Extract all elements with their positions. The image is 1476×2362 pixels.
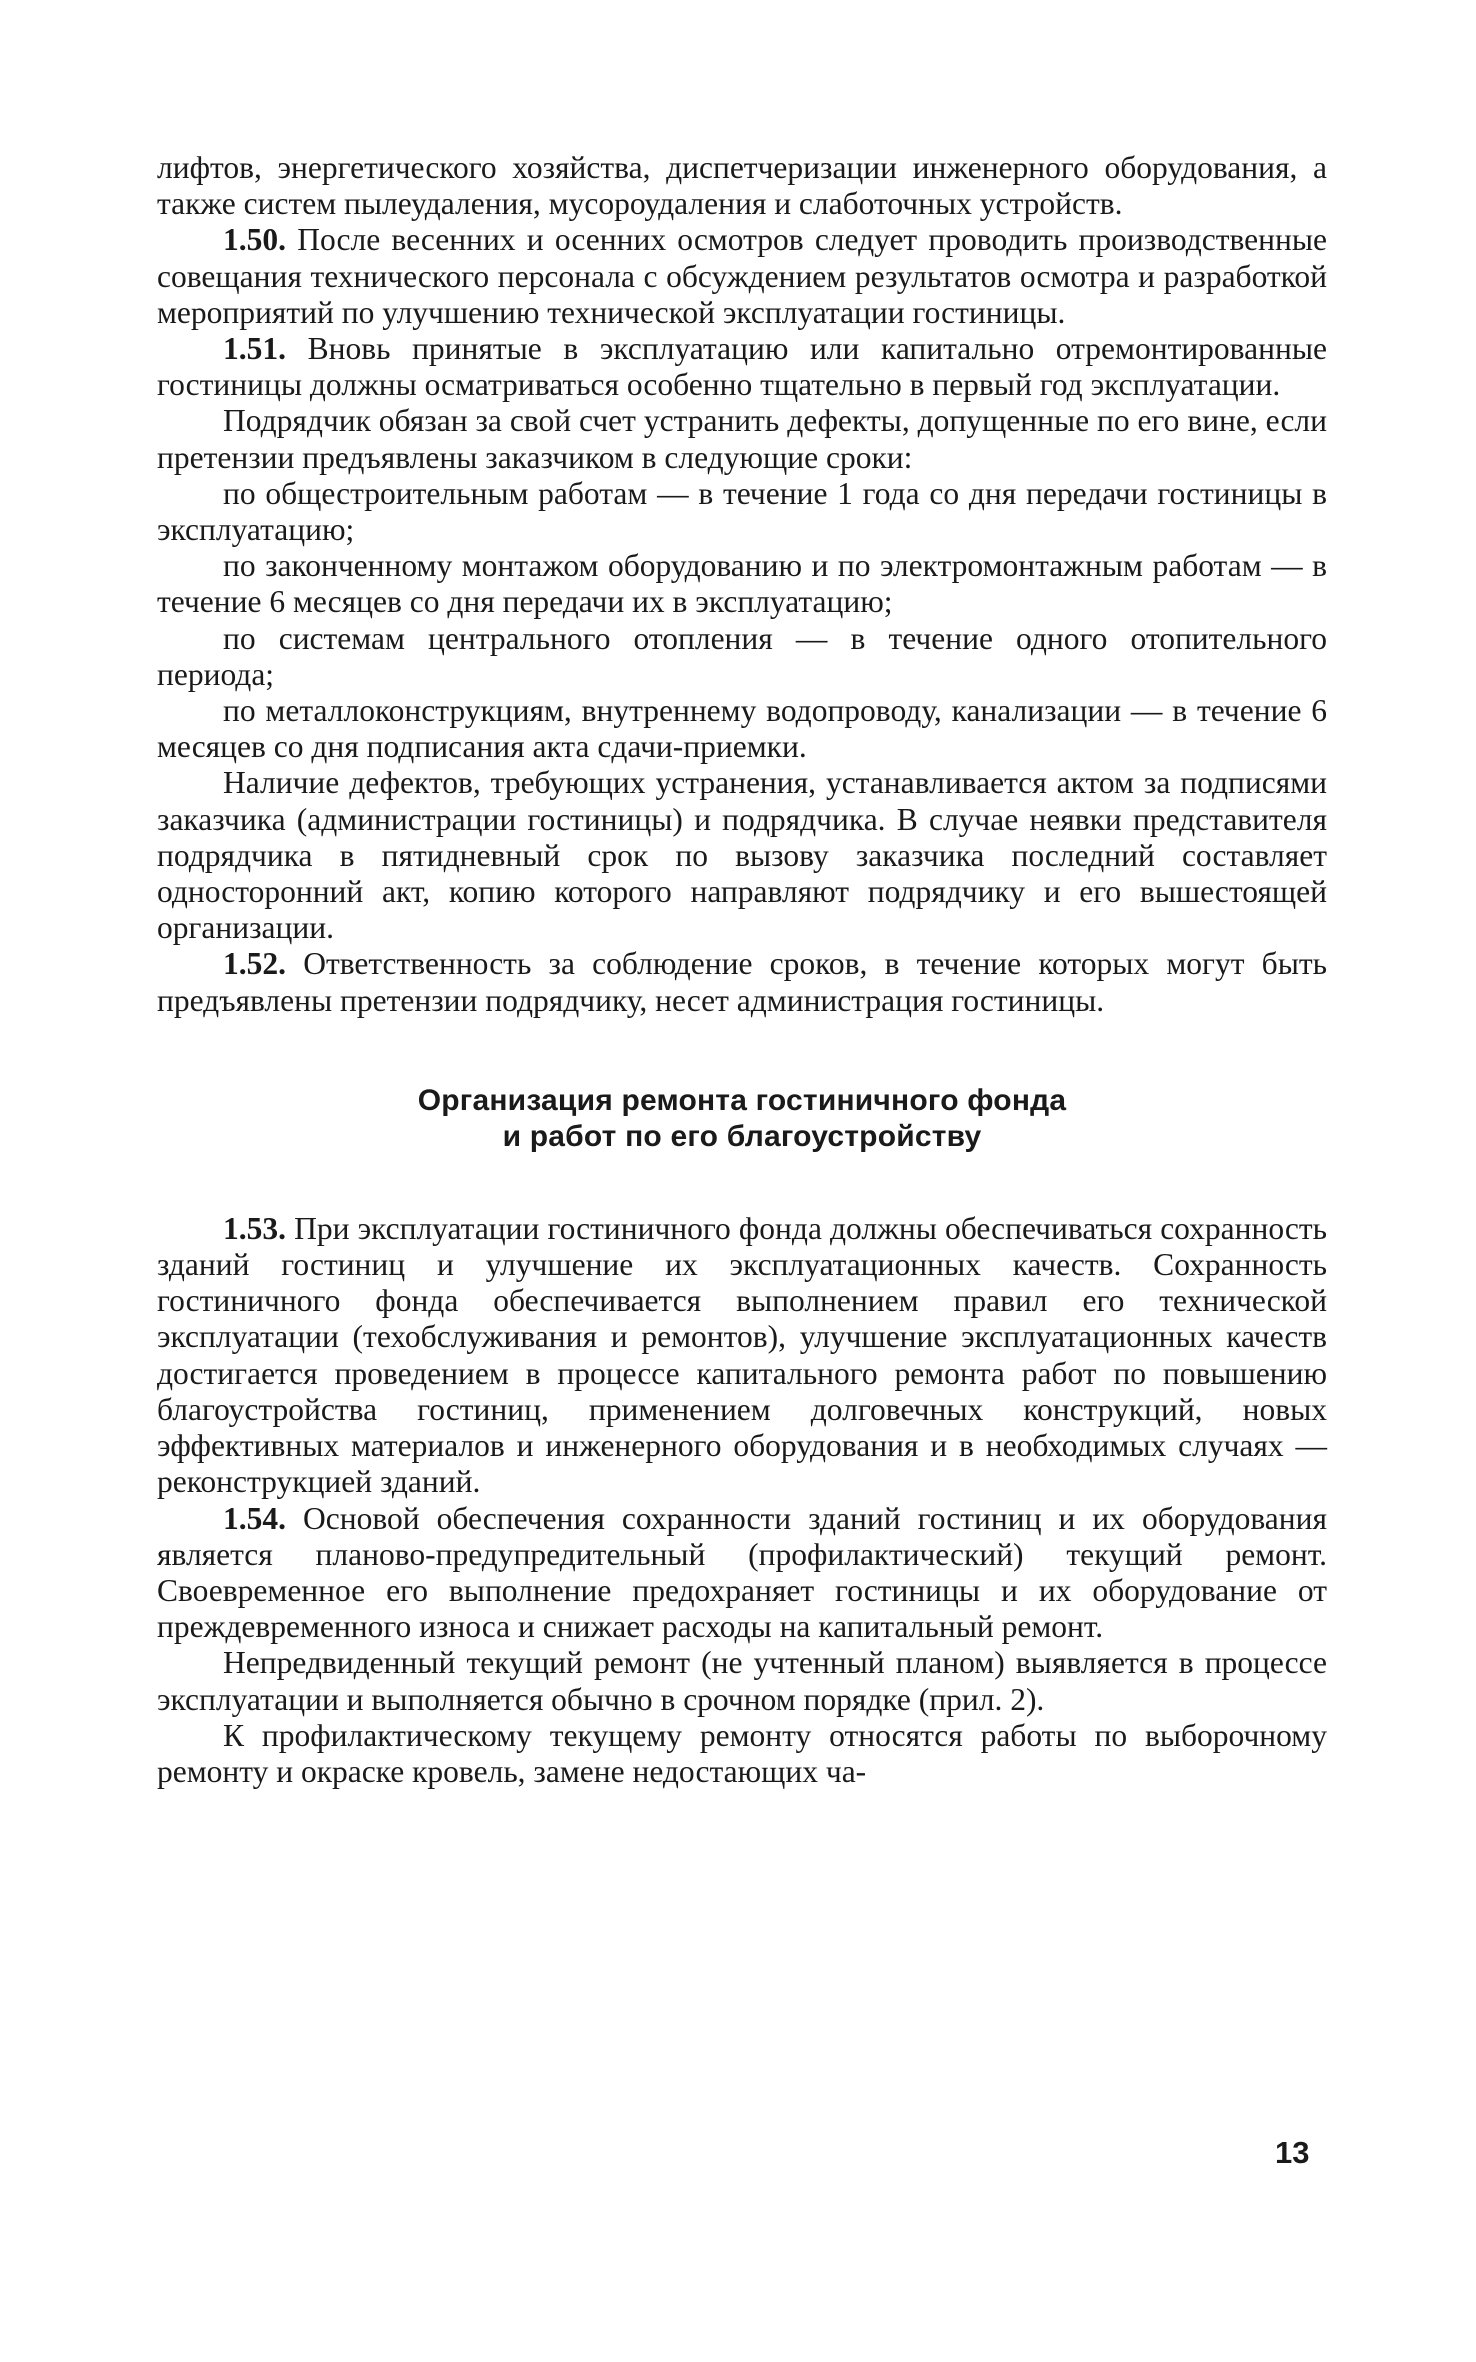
clause-number: 1.50. [223, 222, 286, 258]
paragraph-1-50: 1.50. После весенних и осенних осмотров следует проводить производственные совещания технического персонала с обсуждением результатов осмотра и разработкой мероприятий по улучшению технической эксплуатации гостиницы. [157, 222, 1327, 330]
document-page [157, 150, 1327, 1790]
section-heading-line-2: и работ по его благоустройству [502, 1119, 982, 1153]
paragraph-1-53: 1.53. При эксплуатации гостиничного фонда должны обеспечиваться сохранность зданий гостиниц и улучшение их эксплуатационных качеств. Сохранность гостиничного фонда обеспечивается выполнением правил его технической эксплуатации (техобслуживания и ремонтов), улучшение эксплуатационных качеств достигается проведением в процессе капитального ремонта работ по повышению благоустройства гостиниц, применением долговечных конструкций, новых эффективных материалов и инженерного оборудования и в необходимых случаях — реконструкцией зданий. [157, 1210, 1327, 1500]
clause-number: 1.52. [223, 946, 286, 982]
paragraph-equipment-works: по законченному монтажом оборудованию и по электромонтажным работам — в течение 6 месяцев со дня передачи их в эксплуатацию; [157, 548, 1327, 620]
paragraph-unplanned-repair: Непредвиденный текущий ремонт (не учтенный планом) выявляется в процессе эксплуатации и выполняется обычно в срочном порядке (прил. 2). [157, 1645, 1327, 1717]
paragraph-1-54: 1.54. Основой обеспечения сохранности зданий гостиниц и их оборудования является планово-предупредительный (профилактический) текущий ремонт. Своевременное его выполнение предохраняет гостиницы и их оборудование от преждевременного износа и снижает расходы на капитальный ремонт. [157, 1500, 1327, 1645]
paragraph-metal-structures: по металлоконструкциям, внутреннему водопроводу, канализации — в течение 6 месяцев со дня подписания акта сдачи-приемки. [157, 693, 1327, 765]
page-number: 13 [1275, 2135, 1310, 2170]
section-heading-line-1: Организация ремонта гостиничного фонда [417, 1083, 1067, 1117]
clause-number: 1.51. [223, 331, 286, 367]
paragraph-heating-systems: по системам центрального отопления — в течение одного отопительного периода; [157, 620, 1327, 692]
paragraph-defects-act: Наличие дефектов, требующих устранения, устанавливается актом за подписями заказчика (администрации гостиницы) и подрядчика. В случае неявки представителя подрядчика в пятидневный срок по вызову заказчика последний составляет односторонний акт, копию которого направляют подрядчику и его вышестоящей организации. [157, 765, 1327, 946]
paragraph-1-52: 1.52. Ответственность за соблюдение сроков, в течение которых могут быть предъявлены претензии подрядчику, несет администрация гостиницы. [157, 946, 1327, 1018]
paragraph-general-works: по общестроительным работам — в течение 1 года со дня передачи гостиницы в эксплуатацию; [157, 475, 1327, 548]
clause-number: 1.53. [223, 1210, 286, 1246]
section-heading [157, 1083, 1327, 1155]
clause-number: 1.54. [223, 1500, 286, 1536]
paragraph-1-51: 1.51. Вновь принятые в эксплуатацию или капитально отремонтированные гостиницы должны осматриваться особенно тщательно в первый год эксплуатации. [157, 331, 1327, 403]
paragraph-contractor-obligation: Подрядчик обязан за свой счет устранить дефекты, допущенные по его вине, если претензии предъявлены заказчиком в следующие сроки: [157, 403, 1327, 475]
paragraph-preventive-repair: К профилактическому текущему ремонту относятся работы по выборочному ремонту и окраске кровель, замене недостающих ча- [157, 1717, 1327, 1789]
paragraph-continuation: лифтов, энергетического хозяйства, диспетчеризации инженерного оборудования, а также систем пылеудаления, мусороудаления и слаботочных устройств. [157, 150, 1327, 222]
